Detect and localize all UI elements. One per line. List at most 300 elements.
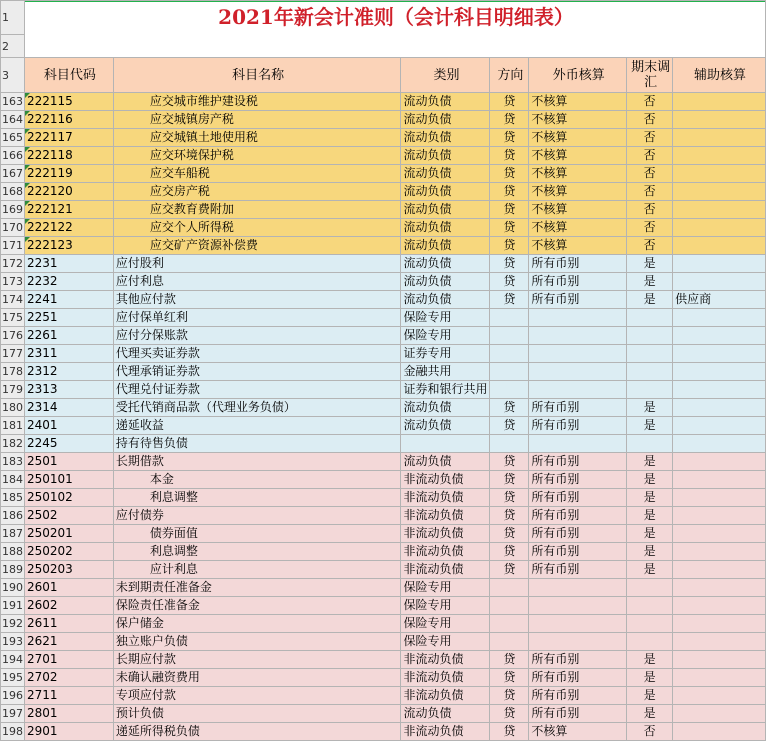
cell-code[interactable] bbox=[24, 453, 113, 471]
cell-direction[interactable]: 贷 bbox=[490, 291, 529, 309]
cell-category[interactable]: 非流动负债 bbox=[401, 669, 490, 687]
cell-name[interactable] bbox=[113, 453, 401, 471]
cell-direction[interactable]: 贷 bbox=[490, 93, 529, 111]
cell-code[interactable] bbox=[24, 255, 113, 273]
cell-category[interactable]: 非流动负债 bbox=[401, 561, 490, 579]
cell-name[interactable] bbox=[113, 543, 401, 561]
cell-category[interactable]: 保险专用 bbox=[401, 597, 490, 615]
row-number[interactable]: 185 bbox=[1, 489, 25, 507]
row-number[interactable]: 167 bbox=[1, 165, 25, 183]
cell-category[interactable]: 流动负债 bbox=[401, 165, 490, 183]
cell-code[interactable] bbox=[24, 363, 113, 381]
row-number[interactable]: 188 bbox=[1, 543, 25, 561]
cell-code[interactable] bbox=[24, 525, 113, 543]
cell-aux[interactable] bbox=[673, 129, 766, 147]
cell-category[interactable]: 流动负债 bbox=[401, 417, 490, 435]
cell-name[interactable] bbox=[113, 669, 401, 687]
cell-fx[interactable] bbox=[529, 597, 627, 615]
cell-period-end[interactable]: 否 bbox=[627, 219, 673, 237]
cell-code[interactable] bbox=[24, 687, 113, 705]
cell-category[interactable]: 流动负债 bbox=[401, 291, 490, 309]
cell-aux[interactable] bbox=[673, 687, 766, 705]
cell-name[interactable] bbox=[113, 309, 401, 327]
header-code[interactable]: 科目代码 bbox=[24, 58, 113, 93]
cell-name[interactable] bbox=[113, 219, 401, 237]
cell-period-end[interactable]: 是 bbox=[627, 543, 673, 561]
row-number[interactable]: 198 bbox=[1, 723, 25, 741]
cell-code[interactable] bbox=[24, 201, 113, 219]
cell-code[interactable] bbox=[24, 237, 113, 255]
cell-aux[interactable] bbox=[673, 651, 766, 669]
cell-code[interactable] bbox=[24, 615, 113, 633]
cell-fx[interactable] bbox=[529, 309, 627, 327]
cell-aux[interactable] bbox=[673, 201, 766, 219]
cell-direction[interactable] bbox=[490, 327, 529, 345]
cell-period-end[interactable]: 否 bbox=[627, 111, 673, 129]
cell-category[interactable]: 流动负债 bbox=[401, 219, 490, 237]
cell-direction[interactable]: 贷 bbox=[490, 129, 529, 147]
row-number[interactable]: 168 bbox=[1, 183, 25, 201]
cell-fx[interactable] bbox=[529, 363, 627, 381]
row-number[interactable]: 163 bbox=[1, 93, 25, 111]
cell-period-end[interactable] bbox=[627, 363, 673, 381]
cell-name[interactable] bbox=[113, 255, 401, 273]
cell-aux[interactable] bbox=[673, 435, 766, 453]
cell-aux[interactable] bbox=[673, 363, 766, 381]
cell-category[interactable]: 非流动负债 bbox=[401, 651, 490, 669]
cell-name[interactable] bbox=[113, 381, 401, 399]
row-number[interactable]: 192 bbox=[1, 615, 25, 633]
cell-name[interactable] bbox=[113, 507, 401, 525]
cell-fx[interactable]: 所有币别 bbox=[529, 291, 627, 309]
cell-direction[interactable]: 贷 bbox=[490, 111, 529, 129]
cell-period-end[interactable] bbox=[627, 615, 673, 633]
cell-name[interactable] bbox=[113, 489, 401, 507]
cell-aux[interactable] bbox=[673, 183, 766, 201]
cell-fx[interactable]: 不核算 bbox=[529, 129, 627, 147]
row-number[interactable]: 165 bbox=[1, 129, 25, 147]
row-number[interactable]: 182 bbox=[1, 435, 25, 453]
row-number[interactable]: 176 bbox=[1, 327, 25, 345]
cell-category[interactable] bbox=[401, 435, 490, 453]
cell-aux[interactable] bbox=[673, 705, 766, 723]
cell-category[interactable]: 流动负债 bbox=[401, 399, 490, 417]
cell-name[interactable] bbox=[113, 471, 401, 489]
cell-code[interactable] bbox=[24, 129, 113, 147]
cell-code[interactable] bbox=[24, 165, 113, 183]
cell-direction[interactable]: 贷 bbox=[490, 183, 529, 201]
cell-name[interactable] bbox=[113, 111, 401, 129]
cell-direction[interactable] bbox=[490, 615, 529, 633]
cell-period-end[interactable] bbox=[627, 381, 673, 399]
cell-aux[interactable] bbox=[673, 633, 766, 651]
header-name[interactable]: 科目名称 bbox=[113, 58, 401, 93]
cell-aux[interactable] bbox=[673, 327, 766, 345]
cell-name[interactable] bbox=[113, 597, 401, 615]
cell-category[interactable]: 非流动负债 bbox=[401, 525, 490, 543]
header-category[interactable]: 类别 bbox=[401, 58, 490, 93]
cell-code[interactable] bbox=[24, 561, 113, 579]
cell-code[interactable] bbox=[24, 723, 113, 741]
row-number[interactable]: 195 bbox=[1, 669, 25, 687]
cell-direction[interactable]: 贷 bbox=[490, 687, 529, 705]
cell-fx[interactable]: 所有币别 bbox=[529, 543, 627, 561]
cell-name[interactable] bbox=[113, 93, 401, 111]
cell-fx[interactable]: 不核算 bbox=[529, 237, 627, 255]
cell-name[interactable] bbox=[113, 291, 401, 309]
cell-direction[interactable]: 贷 bbox=[490, 237, 529, 255]
cell-category[interactable]: 流动负债 bbox=[401, 183, 490, 201]
row-number[interactable]: 191 bbox=[1, 597, 25, 615]
cell-direction[interactable]: 贷 bbox=[490, 543, 529, 561]
cell-code[interactable] bbox=[24, 579, 113, 597]
cell-category[interactable]: 非流动负债 bbox=[401, 687, 490, 705]
row-number[interactable]: 184 bbox=[1, 471, 25, 489]
row-number[interactable]: 193 bbox=[1, 633, 25, 651]
row-number[interactable]: 2 bbox=[1, 35, 25, 58]
cell-category[interactable]: 保险专用 bbox=[401, 309, 490, 327]
cell-category[interactable]: 流动负债 bbox=[401, 237, 490, 255]
cell-direction[interactable] bbox=[490, 579, 529, 597]
cell-direction[interactable]: 贷 bbox=[490, 417, 529, 435]
cell-aux[interactable] bbox=[673, 111, 766, 129]
header-period-end[interactable]: 期末调汇 bbox=[627, 58, 673, 93]
cell-name[interactable] bbox=[113, 579, 401, 597]
row-number[interactable]: 180 bbox=[1, 399, 25, 417]
cell-fx[interactable]: 不核算 bbox=[529, 201, 627, 219]
cell-fx[interactable]: 所有币别 bbox=[529, 453, 627, 471]
cell-category[interactable]: 流动负债 bbox=[401, 93, 490, 111]
cell-fx[interactable] bbox=[529, 345, 627, 363]
cell-fx[interactable] bbox=[529, 327, 627, 345]
cell-period-end[interactable]: 是 bbox=[627, 687, 673, 705]
cell-name[interactable] bbox=[113, 723, 401, 741]
cell-code[interactable] bbox=[24, 489, 113, 507]
cell-fx[interactable]: 所有币别 bbox=[529, 417, 627, 435]
cell-code[interactable] bbox=[24, 93, 113, 111]
header-fx[interactable]: 外币核算 bbox=[529, 58, 627, 93]
cell-code[interactable] bbox=[24, 471, 113, 489]
cell-period-end[interactable]: 是 bbox=[627, 273, 673, 291]
cell-fx[interactable]: 所有币别 bbox=[529, 507, 627, 525]
cell-period-end[interactable]: 是 bbox=[627, 399, 673, 417]
cell-code[interactable] bbox=[24, 309, 113, 327]
cell-period-end[interactable]: 否 bbox=[627, 147, 673, 165]
cell-name[interactable] bbox=[113, 705, 401, 723]
cell-aux[interactable] bbox=[673, 345, 766, 363]
cell-aux[interactable] bbox=[673, 309, 766, 327]
cell-code[interactable] bbox=[24, 273, 113, 291]
cell-code[interactable] bbox=[24, 219, 113, 237]
row-number[interactable]: 175 bbox=[1, 309, 25, 327]
row-number[interactable]: 172 bbox=[1, 255, 25, 273]
cell-aux[interactable] bbox=[673, 147, 766, 165]
cell-category[interactable]: 流动负债 bbox=[401, 147, 490, 165]
cell-fx[interactable]: 所有币别 bbox=[529, 651, 627, 669]
row-number[interactable]: 190 bbox=[1, 579, 25, 597]
cell-period-end[interactable]: 是 bbox=[627, 669, 673, 687]
cell-fx[interactable]: 所有币别 bbox=[529, 489, 627, 507]
cell-fx[interactable] bbox=[529, 579, 627, 597]
cell-aux[interactable] bbox=[673, 615, 766, 633]
header-direction[interactable]: 方向 bbox=[490, 58, 529, 93]
cell-fx[interactable]: 不核算 bbox=[529, 147, 627, 165]
cell-direction[interactable] bbox=[490, 381, 529, 399]
cell-category[interactable]: 金融共用 bbox=[401, 363, 490, 381]
cell-code[interactable] bbox=[24, 435, 113, 453]
row-number[interactable]: 166 bbox=[1, 147, 25, 165]
cell-direction[interactable]: 贷 bbox=[490, 471, 529, 489]
cell-direction[interactable] bbox=[490, 345, 529, 363]
cell-aux[interactable] bbox=[673, 723, 766, 741]
cell-direction[interactable]: 贷 bbox=[490, 651, 529, 669]
cell-category[interactable]: 证券和银行共用 bbox=[401, 381, 490, 399]
cell-period-end[interactable]: 否 bbox=[627, 93, 673, 111]
cell-period-end[interactable]: 是 bbox=[627, 453, 673, 471]
cell-aux[interactable] bbox=[673, 381, 766, 399]
cell-category[interactable]: 非流动负债 bbox=[401, 471, 490, 489]
sheet-title[interactable]: 2021年新会计准则（会计科目明细表） bbox=[24, 1, 765, 35]
cell-direction[interactable]: 贷 bbox=[490, 219, 529, 237]
cell-name[interactable] bbox=[113, 525, 401, 543]
cell-category[interactable]: 保险专用 bbox=[401, 633, 490, 651]
cell-direction[interactable]: 贷 bbox=[490, 273, 529, 291]
cell-direction[interactable]: 贷 bbox=[490, 723, 529, 741]
cell-period-end[interactable]: 是 bbox=[627, 507, 673, 525]
cell-name[interactable] bbox=[113, 633, 401, 651]
cell-period-end[interactable]: 否 bbox=[627, 201, 673, 219]
cell-name[interactable] bbox=[113, 615, 401, 633]
cell-direction[interactable]: 贷 bbox=[490, 147, 529, 165]
cell-fx[interactable]: 所有币别 bbox=[529, 399, 627, 417]
cell-direction[interactable] bbox=[490, 309, 529, 327]
cell-aux[interactable] bbox=[673, 489, 766, 507]
cell-direction[interactable] bbox=[490, 363, 529, 381]
cell-code[interactable] bbox=[24, 327, 113, 345]
cell-category[interactable]: 非流动负债 bbox=[401, 489, 490, 507]
row-number[interactable]: 169 bbox=[1, 201, 25, 219]
cell-period-end[interactable]: 是 bbox=[627, 561, 673, 579]
cell-direction[interactable]: 贷 bbox=[490, 399, 529, 417]
cell-aux[interactable] bbox=[673, 561, 766, 579]
title-spacer-cell[interactable] bbox=[24, 35, 765, 58]
cell-name[interactable] bbox=[113, 687, 401, 705]
cell-name[interactable] bbox=[113, 651, 401, 669]
cell-category[interactable]: 流动负债 bbox=[401, 129, 490, 147]
cell-direction[interactable]: 贷 bbox=[490, 525, 529, 543]
cell-period-end[interactable]: 否 bbox=[627, 129, 673, 147]
cell-code[interactable] bbox=[24, 291, 113, 309]
cell-fx[interactable]: 所有币别 bbox=[529, 471, 627, 489]
cell-name[interactable] bbox=[113, 129, 401, 147]
cell-name[interactable] bbox=[113, 363, 401, 381]
cell-period-end[interactable] bbox=[627, 309, 673, 327]
cell-category[interactable]: 保险专用 bbox=[401, 615, 490, 633]
cell-aux[interactable] bbox=[673, 237, 766, 255]
row-number[interactable]: 177 bbox=[1, 345, 25, 363]
cell-period-end[interactable] bbox=[627, 597, 673, 615]
cell-aux[interactable] bbox=[673, 165, 766, 183]
cell-fx[interactable]: 不核算 bbox=[529, 219, 627, 237]
cell-period-end[interactable]: 是 bbox=[627, 705, 673, 723]
cell-aux[interactable] bbox=[673, 219, 766, 237]
cell-code[interactable] bbox=[24, 399, 113, 417]
cell-name[interactable] bbox=[113, 399, 401, 417]
cell-period-end[interactable] bbox=[627, 327, 673, 345]
row-number[interactable]: 170 bbox=[1, 219, 25, 237]
cell-fx[interactable]: 所有币别 bbox=[529, 273, 627, 291]
cell-fx[interactable]: 不核算 bbox=[529, 723, 627, 741]
cell-category[interactable]: 流动负债 bbox=[401, 201, 490, 219]
cell-period-end[interactable]: 是 bbox=[627, 417, 673, 435]
cell-fx[interactable]: 所有币别 bbox=[529, 669, 627, 687]
cell-direction[interactable]: 贷 bbox=[490, 201, 529, 219]
cell-category[interactable]: 流动负债 bbox=[401, 273, 490, 291]
row-number[interactable]: 3 bbox=[1, 58, 25, 93]
cell-code[interactable] bbox=[24, 111, 113, 129]
cell-name[interactable] bbox=[113, 345, 401, 363]
cell-fx[interactable]: 所有币别 bbox=[529, 687, 627, 705]
row-number[interactable]: 183 bbox=[1, 453, 25, 471]
cell-aux[interactable]: 供应商 bbox=[673, 291, 766, 309]
cell-fx[interactable]: 不核算 bbox=[529, 93, 627, 111]
cell-fx[interactable]: 所有币别 bbox=[529, 561, 627, 579]
header-aux[interactable]: 辅助核算 bbox=[673, 58, 766, 93]
row-number[interactable]: 186 bbox=[1, 507, 25, 525]
cell-name[interactable] bbox=[113, 165, 401, 183]
cell-code[interactable] bbox=[24, 183, 113, 201]
cell-direction[interactable] bbox=[490, 435, 529, 453]
cell-aux[interactable] bbox=[673, 399, 766, 417]
cell-aux[interactable] bbox=[673, 273, 766, 291]
cell-code[interactable] bbox=[24, 147, 113, 165]
cell-code[interactable] bbox=[24, 633, 113, 651]
cell-fx[interactable]: 不核算 bbox=[529, 111, 627, 129]
cell-category[interactable]: 流动负债 bbox=[401, 705, 490, 723]
cell-period-end[interactable] bbox=[627, 633, 673, 651]
cell-name[interactable] bbox=[113, 417, 401, 435]
cell-period-end[interactable]: 是 bbox=[627, 525, 673, 543]
cell-period-end[interactable]: 否 bbox=[627, 165, 673, 183]
cell-category[interactable]: 流动负债 bbox=[401, 453, 490, 471]
cell-category[interactable]: 非流动负债 bbox=[401, 507, 490, 525]
cell-category[interactable]: 保险专用 bbox=[401, 327, 490, 345]
row-number[interactable]: 187 bbox=[1, 525, 25, 543]
cell-code[interactable] bbox=[24, 381, 113, 399]
row-number[interactable]: 189 bbox=[1, 561, 25, 579]
cell-name[interactable] bbox=[113, 237, 401, 255]
cell-category[interactable]: 流动负债 bbox=[401, 255, 490, 273]
cell-aux[interactable] bbox=[673, 255, 766, 273]
cell-aux[interactable] bbox=[673, 543, 766, 561]
cell-fx[interactable]: 所有币别 bbox=[529, 525, 627, 543]
cell-code[interactable] bbox=[24, 543, 113, 561]
cell-code[interactable] bbox=[24, 705, 113, 723]
cell-direction[interactable]: 贷 bbox=[490, 705, 529, 723]
cell-code[interactable] bbox=[24, 597, 113, 615]
cell-period-end[interactable]: 是 bbox=[627, 291, 673, 309]
cell-period-end[interactable] bbox=[627, 579, 673, 597]
cell-fx[interactable] bbox=[529, 381, 627, 399]
cell-period-end[interactable]: 是 bbox=[627, 651, 673, 669]
cell-name[interactable] bbox=[113, 327, 401, 345]
row-number[interactable]: 164 bbox=[1, 111, 25, 129]
cell-aux[interactable] bbox=[673, 507, 766, 525]
cell-aux[interactable] bbox=[673, 471, 766, 489]
cell-name[interactable] bbox=[113, 147, 401, 165]
cell-direction[interactable]: 贷 bbox=[490, 255, 529, 273]
cell-direction[interactable]: 贷 bbox=[490, 165, 529, 183]
row-number[interactable]: 173 bbox=[1, 273, 25, 291]
cell-fx[interactable]: 不核算 bbox=[529, 183, 627, 201]
cell-direction[interactable] bbox=[490, 633, 529, 651]
cell-name[interactable] bbox=[113, 435, 401, 453]
cell-aux[interactable] bbox=[673, 525, 766, 543]
row-number[interactable]: 178 bbox=[1, 363, 25, 381]
cell-category[interactable]: 保险专用 bbox=[401, 579, 490, 597]
cell-period-end[interactable]: 是 bbox=[627, 255, 673, 273]
row-number[interactable]: 171 bbox=[1, 237, 25, 255]
cell-code[interactable] bbox=[24, 345, 113, 363]
cell-fx[interactable]: 所有币别 bbox=[529, 255, 627, 273]
cell-aux[interactable] bbox=[673, 669, 766, 687]
cell-name[interactable] bbox=[113, 201, 401, 219]
cell-aux[interactable] bbox=[673, 93, 766, 111]
cell-fx[interactable] bbox=[529, 435, 627, 453]
cell-name[interactable] bbox=[113, 273, 401, 291]
cell-category[interactable]: 流动负债 bbox=[401, 111, 490, 129]
cell-code[interactable] bbox=[24, 417, 113, 435]
cell-period-end[interactable]: 否 bbox=[627, 183, 673, 201]
cell-period-end[interactable] bbox=[627, 435, 673, 453]
cell-direction[interactable]: 贷 bbox=[490, 669, 529, 687]
cell-name[interactable] bbox=[113, 183, 401, 201]
cell-period-end[interactable]: 否 bbox=[627, 237, 673, 255]
cell-aux[interactable] bbox=[673, 453, 766, 471]
cell-direction[interactable]: 贷 bbox=[490, 489, 529, 507]
cell-period-end[interactable]: 否 bbox=[627, 723, 673, 741]
row-number[interactable]: 194 bbox=[1, 651, 25, 669]
row-number[interactable]: 197 bbox=[1, 705, 25, 723]
cell-category[interactable]: 非流动负债 bbox=[401, 543, 490, 561]
row-number[interactable]: 174 bbox=[1, 291, 25, 309]
row-number[interactable]: 1 bbox=[1, 1, 25, 35]
cell-period-end[interactable]: 是 bbox=[627, 471, 673, 489]
cell-fx[interactable] bbox=[529, 615, 627, 633]
cell-direction[interactable] bbox=[490, 597, 529, 615]
cell-fx[interactable]: 所有币别 bbox=[529, 705, 627, 723]
row-number[interactable]: 179 bbox=[1, 381, 25, 399]
row-number[interactable]: 181 bbox=[1, 417, 25, 435]
cell-direction[interactable]: 贷 bbox=[490, 561, 529, 579]
cell-direction[interactable]: 贷 bbox=[490, 507, 529, 525]
cell-code[interactable] bbox=[24, 669, 113, 687]
cell-period-end[interactable]: 是 bbox=[627, 489, 673, 507]
cell-aux[interactable] bbox=[673, 579, 766, 597]
cell-aux[interactable] bbox=[673, 417, 766, 435]
cell-aux[interactable] bbox=[673, 597, 766, 615]
cell-code[interactable] bbox=[24, 651, 113, 669]
cell-fx[interactable] bbox=[529, 633, 627, 651]
cell-code[interactable] bbox=[24, 507, 113, 525]
cell-name[interactable] bbox=[113, 561, 401, 579]
cell-direction[interactable]: 贷 bbox=[490, 453, 529, 471]
cell-fx[interactable]: 不核算 bbox=[529, 165, 627, 183]
row-number[interactable]: 196 bbox=[1, 687, 25, 705]
cell-category[interactable]: 证券专用 bbox=[401, 345, 490, 363]
cell-period-end[interactable] bbox=[627, 345, 673, 363]
cell-category[interactable]: 非流动负债 bbox=[401, 723, 490, 741]
